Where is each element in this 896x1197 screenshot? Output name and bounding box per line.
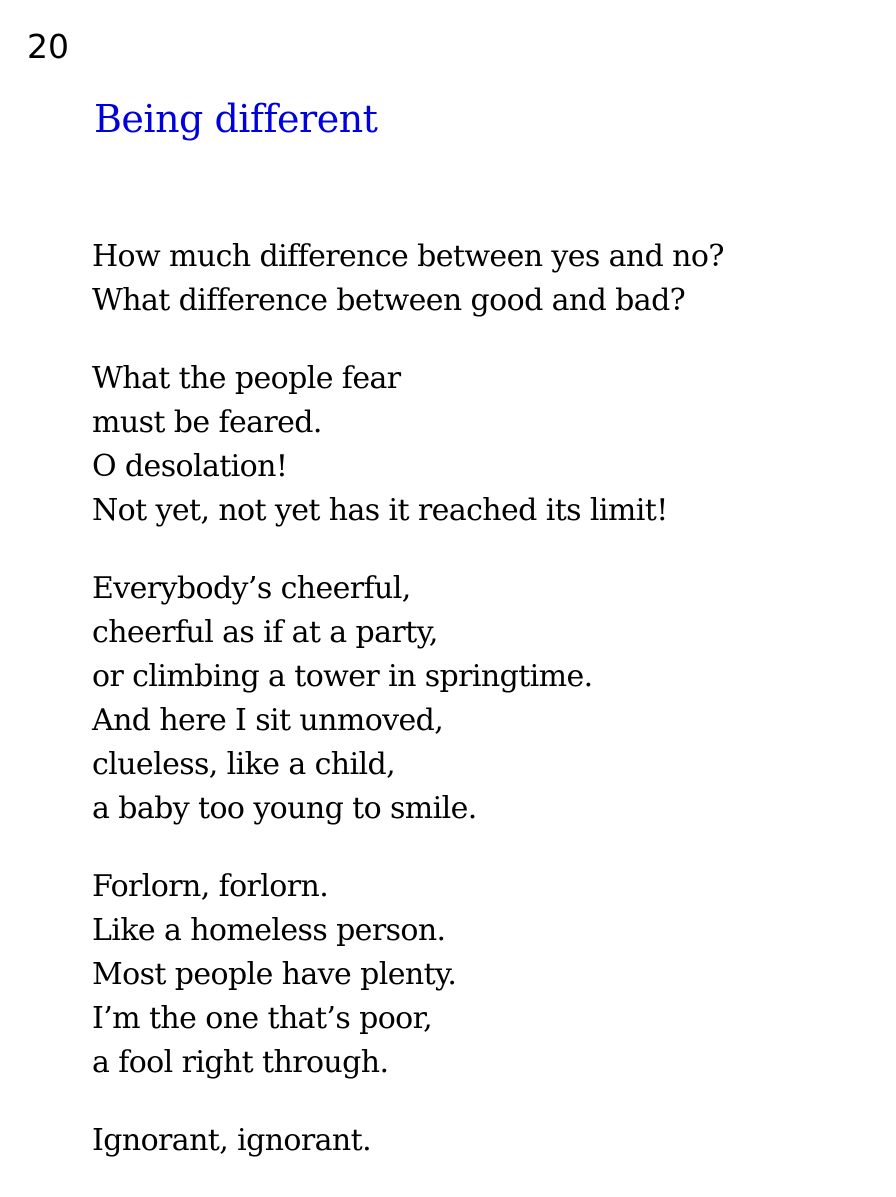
poem-line: And here I sit unmoved, (92, 703, 444, 738)
poem-line: How much difference between yes and no? (92, 239, 724, 274)
poem-line: What the people fear (92, 361, 401, 396)
poem-body (92, 235, 872, 1197)
poem-title: Being different (94, 97, 378, 141)
poem-line: Ignorant, ignorant. (92, 1123, 372, 1158)
poem-line: Not yet, not yet has it reached its limit! (92, 493, 668, 528)
poem-line: I’m the one that’s poor, (92, 1001, 433, 1036)
poem-line: clueless, like a child, (92, 747, 396, 782)
poem-line: Most people have plenty. (92, 957, 457, 992)
chapter-number: 20 (27, 27, 69, 66)
poem-line: Everybody’s cheerful, (92, 571, 411, 606)
stanza-2 (92, 357, 872, 533)
poem-line: a fool right through. (92, 1045, 389, 1080)
poem-line: What difference between good and bad? (92, 283, 686, 318)
poem-line: O desolation! (92, 449, 288, 484)
poem-line: cheerful as if at a party, (92, 615, 438, 650)
stanza-5 (92, 1119, 872, 1163)
poem-line: or climbing a tower in springtime. (92, 659, 593, 694)
stanza-1 (92, 235, 872, 323)
poem-line: must be feared. (92, 405, 322, 440)
poem-line: a baby too young to smile. (92, 791, 477, 826)
poem-line: Like a homeless person. (92, 913, 446, 948)
stanza-3 (92, 567, 872, 831)
stanza-4 (92, 865, 872, 1085)
poem-line: Forlorn, forlorn. (92, 869, 329, 904)
